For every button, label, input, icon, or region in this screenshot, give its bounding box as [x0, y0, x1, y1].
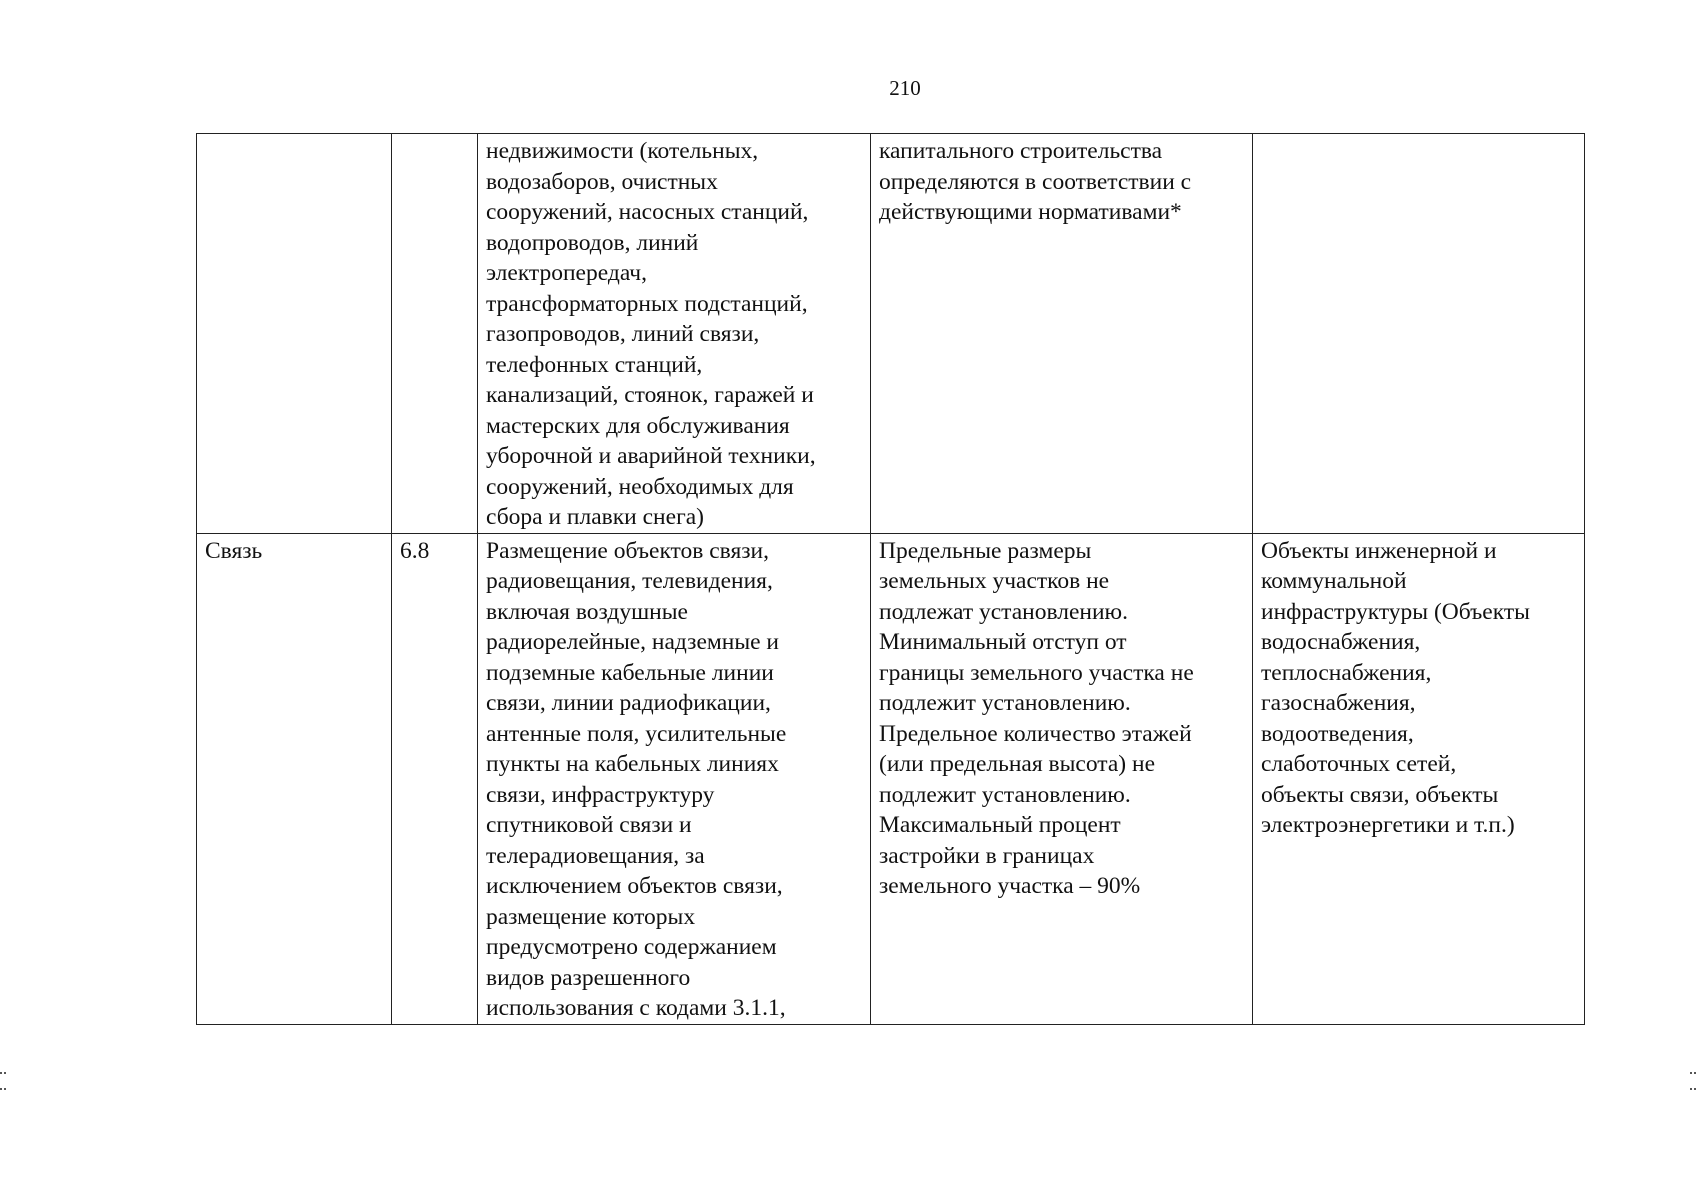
text-line: сооружений, необходимых для: [486, 473, 794, 500]
text-line: газоснабжения,: [1261, 690, 1416, 716]
text-line: Размещение объектов связи,: [486, 537, 769, 564]
text-line: земельных участков не: [879, 568, 1110, 594]
cell-use-code: [392, 134, 478, 534]
text-line: земельного участка – 90%: [879, 873, 1141, 899]
text-line: действующими нормативами*: [879, 199, 1182, 225]
text-line: электропередач,: [486, 260, 648, 286]
text-line: электроэнергетики и т.п.): [1261, 812, 1515, 838]
text-line: канализаций, стоянок, гаражей и: [486, 382, 814, 408]
text-line: слаботочных сетей,: [1261, 751, 1457, 777]
text-line: инфраструктуры (Объекты: [1261, 598, 1530, 625]
text-line: связи, инфраструктуру: [486, 781, 715, 808]
text-line: подлежит установлению.: [879, 781, 1131, 808]
cell-use-description: [478, 533, 871, 1024]
text-line: мастерских для обслуживания: [486, 412, 790, 439]
text-line: Минимальный отступ от: [879, 629, 1127, 655]
text-line: подлежит установлению.: [879, 690, 1131, 716]
text-line: пункты на кабельных линиях: [486, 751, 779, 777]
text-line: водоснабжения,: [1261, 629, 1421, 655]
text-line: капитального строительства: [879, 138, 1163, 164]
text-line: трансформаторных подстанций,: [486, 290, 808, 317]
text-line: водоотведения,: [1261, 720, 1414, 747]
cell-use-description: [478, 134, 871, 534]
cell-parameters: [871, 533, 1253, 1024]
page-number: 210: [889, 76, 921, 100]
text-line: определяются в соответствии с: [879, 168, 1192, 195]
cell-use-code: 6.8: [392, 533, 478, 1024]
text-line: подлежат установлению.: [879, 598, 1128, 625]
text-line: (или предельная высота) не: [879, 751, 1155, 777]
text-line: уборочной и аварийной техники,: [486, 443, 816, 469]
text-line: газопроводов, линий связи,: [486, 321, 760, 347]
text-line: границы земельного участка не: [879, 659, 1194, 686]
text-line: застройки в границах: [879, 842, 1095, 869]
text-line: телерадиовещания, за: [486, 842, 705, 869]
text-line: сооружений, насосных станций,: [486, 199, 809, 225]
text-line: спутниковой связи и: [486, 812, 692, 838]
regulations-table: [196, 133, 1585, 1025]
text-line: подземные кабельные линии: [486, 659, 774, 686]
text-line: включая воздушные: [486, 598, 688, 625]
text-line: водопроводов, линий: [486, 229, 699, 256]
cell-parameters: [871, 134, 1253, 534]
text-line: объекты связи, объекты: [1261, 781, 1499, 808]
text-line: размещение которых: [486, 903, 696, 930]
text-line: недвижимости (котельных,: [486, 138, 759, 164]
table-row: [197, 533, 1585, 1024]
text-line: коммунальной: [1261, 568, 1407, 594]
table-row: [197, 134, 1585, 534]
text-line: радиовещания, телевидения,: [486, 568, 773, 594]
text-line: исключением объектов связи,: [486, 873, 783, 899]
scan-edge-mark-left: [0, 1072, 6, 1090]
text-line: видов разрешенного: [486, 964, 691, 991]
text-line: Максимальный процент: [879, 812, 1121, 838]
text-line: связи, линии радиофикации,: [486, 690, 771, 716]
text-line: Объекты инженерной и: [1261, 537, 1497, 564]
text-line: теплоснабжения,: [1261, 659, 1432, 686]
text-line: радиорелейные, надземные и: [486, 629, 780, 655]
scan-edge-mark-right: [1690, 1072, 1696, 1090]
cell-auxiliary-objects: [1253, 134, 1585, 534]
text-line: Предельное количество этажей: [879, 720, 1192, 747]
text-line: использования с кодами 3.1.1,: [486, 995, 786, 1021]
cell-use-name: Связь: [197, 533, 392, 1024]
text-line: водозаборов, очистных: [486, 168, 718, 195]
text-line: Предельные размеры: [879, 537, 1092, 564]
text-line: телефонных станций,: [486, 351, 703, 378]
text-line: сбора и плавки снега): [486, 504, 704, 530]
text-line: антенные поля, усилительные: [486, 720, 787, 747]
cell-use-name: [197, 134, 392, 534]
cell-auxiliary-objects: [1253, 533, 1585, 1024]
text-line: предусмотрено содержанием: [486, 934, 777, 960]
